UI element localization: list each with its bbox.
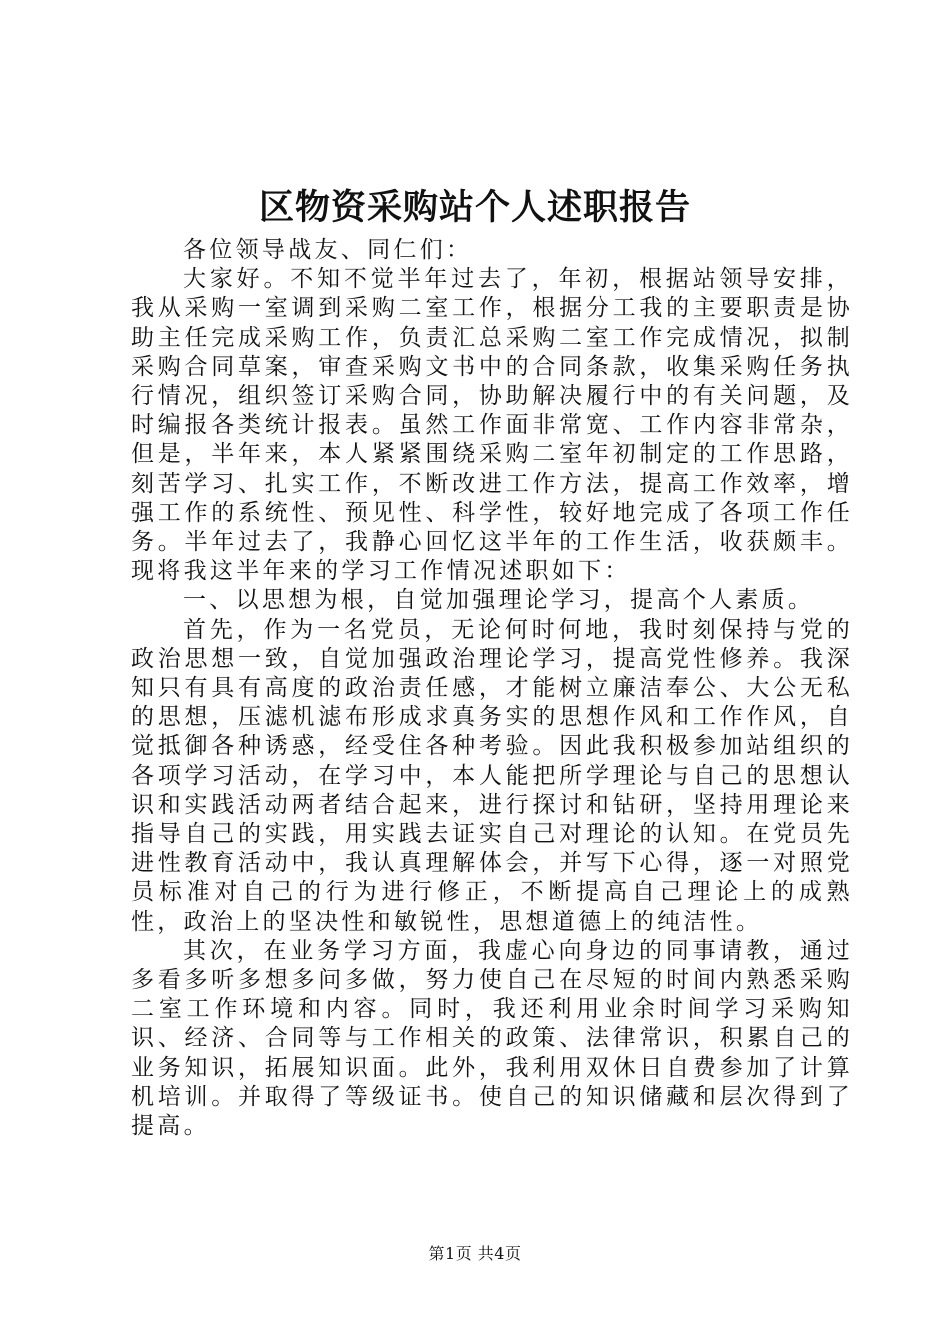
page-footer: 第1页 共4页	[428, 1244, 522, 1263]
document-title: 区物资采购站个人述职报告	[258, 187, 691, 228]
document-body	[131, 236, 853, 1141]
section-heading-1: 一、以思想为根，自觉加强理论学习，提高个人素质。	[183, 587, 815, 614]
intro-paragraph: 大家好。不知不觉半年过去了，年初，根据站领导安排，我从采购一室调到采购二室工作，根据分工我的主要职责是协助主任完成采购工作，负责汇总采购二室工作完成情况，拟制采购合同草案，审查采购文书中的合同条款，收集采购任务执行情况，组织签订采购合同，协助解决履行中的有关问题，及时编报各类统计报表。虽然工作面非常宽、工作内容非常杂，但是，半年来，本人紧紧围绕采购二室年初制定的工作思路，刻苦学习、扎实工作，不断改进工作方法，提高工作效率，增强工作的系统性、预见性、科学性，较好地完成了各项工作任务。半年过去了，我静心回忆这半年的工作生活，收获颇丰。现将我这半年来的学习工作情况述职如下：	[131, 266, 853, 585]
salutation-paragraph: 各位领导战友、同仁们：	[183, 237, 473, 263]
body-paragraph-business-study: 其次，在业务学习方面，我虚心向身边的同事请教，通过多看多听多想多问多做，努力使自己在尽短的时间内熟悉采购二室工作环境和内容。同时，我还利用业余时间学习采购知识、经济、合同等与工作相关的政策、法律常识，积累自己的业务知识，拓展知识面。此外，我利用双休日自费参加了计算机培训。并取得了等级证书。使自己的知识储藏和层次得到了提高。	[131, 937, 853, 1140]
body-paragraph-political-study: 首先，作为一名党员，无论何时何地，我时刻保持与党的政治思想一致，自觉加强政治理论学习，提高党性修养。我深知只有具有高度的政治责任感，才能树立廉洁奉公、大公无私的思想，压滤机滤布形成求真务实的思想作风和工作作风，自觉抵御各种诱惑，经受住各种考验。因此我积极参加站组织的各项学习活动，在学习中，本人能把所学理论与自己的思想认识和实践活动两者结合起来，进行探讨和钻研，坚持用理论来指导自己的实践，用实践去证实自己对理论的认知。在党员先进性教育活动中，我认真理解体会，并写下心得，逐一对照党员标准对自己的行为进行修正，不断提高自己理论上的成熟性，政治上的坚决性和敏锐性，思想道德上的纯洁性。	[131, 616, 853, 935]
